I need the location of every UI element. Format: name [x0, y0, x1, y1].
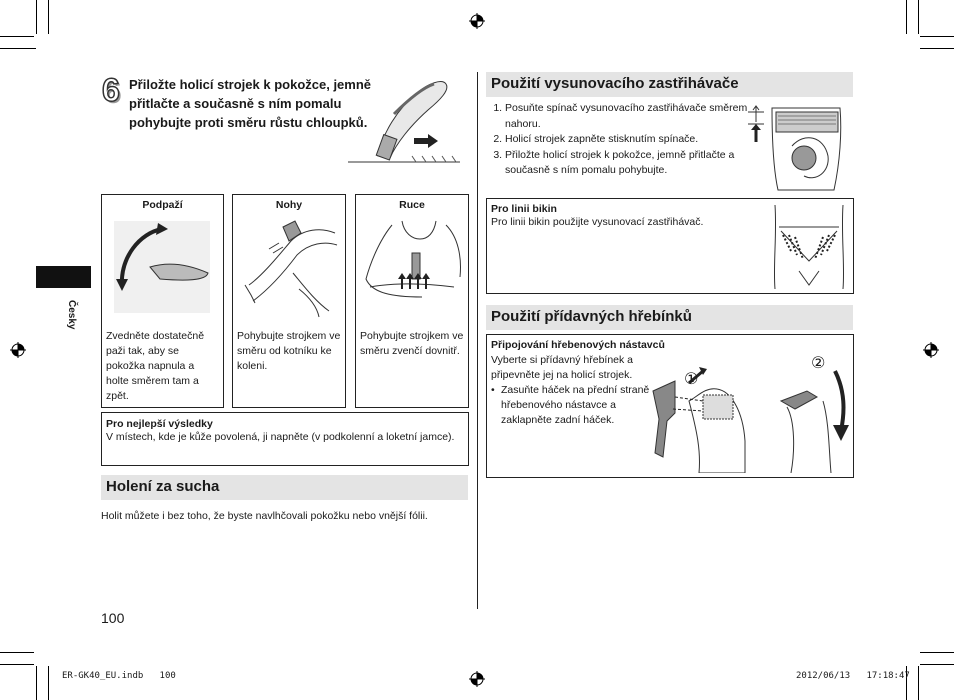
page-number: 100	[101, 610, 125, 626]
bikini-text: Pro linii bikin použijte vysunovací zastřihávač.	[491, 216, 704, 228]
crop-mark	[920, 664, 954, 665]
crop-mark	[36, 0, 37, 34]
registration-mark-icon	[469, 671, 485, 687]
callout-2: ②	[811, 355, 826, 372]
best-results-text: V místech, kde je kůže povolená, ji napněte (v podkolenní a loketní jamce).	[106, 431, 455, 443]
shaver-on-skin-illustration	[348, 74, 460, 166]
crop-mark	[920, 36, 954, 37]
trimmer-step: 2. Holicí strojek zapněte stisknutím spínače.	[505, 132, 759, 148]
crop-mark	[0, 36, 34, 37]
trimmer-steps	[487, 101, 759, 179]
column-divider	[477, 72, 478, 609]
trimmer-step: 1. Posuňte spínač vysunovacího zastřihávače směrem nahoru.	[505, 101, 759, 132]
dry-shaving-text: Holit můžete i bez toho, že byste navlhčovali pokožku nebo vnější fólii.	[101, 510, 428, 522]
combs-bullet-list	[491, 383, 651, 428]
arms-illustration	[362, 217, 464, 317]
step-6-text: Přiložte holicí strojek k pokožce, jemně přitlačte a současně s ním pomalu pohybujte proti směru růstu chloupků.	[129, 77, 372, 130]
combs-box	[486, 334, 854, 478]
combs-heading: Použití přídavných hřebínků	[486, 305, 853, 330]
footer-timestamp: 2012/06/13 17:18:47	[796, 671, 910, 681]
crop-mark	[0, 652, 34, 653]
bikini-illustration	[769, 205, 849, 289]
combs-bullet: • Zasuňte háček na přední straně hřebenového nástavce a zaklapněte zadní háček.	[491, 384, 650, 426]
legs-illustration	[239, 219, 341, 319]
registration-mark-icon	[469, 13, 485, 29]
crop-mark	[918, 0, 919, 34]
step-number: 6	[102, 72, 120, 108]
crop-mark	[918, 666, 919, 700]
crop-mark	[48, 0, 49, 34]
crop-mark	[0, 48, 36, 49]
callout-1: ①	[684, 371, 699, 388]
column-title: Nohy	[275, 199, 303, 211]
trimmer-illustration	[744, 102, 846, 192]
legs-column	[232, 194, 346, 408]
bikini-title: Pro linii bikin	[491, 203, 557, 215]
crop-mark	[48, 666, 49, 700]
bikini-box	[486, 198, 854, 294]
column-title: Ruce	[399, 199, 425, 211]
armpit-column	[101, 194, 224, 408]
crop-mark	[920, 48, 954, 49]
language-tab-label: Česky	[66, 300, 77, 330]
registration-mark-icon	[923, 342, 939, 358]
registration-mark-icon	[10, 342, 26, 358]
armpit-illustration	[110, 217, 216, 317]
crop-mark	[920, 652, 954, 653]
language-tab	[36, 266, 91, 288]
combs-box-title: Připojování hřebenových nástavců	[491, 339, 665, 351]
column-text: Pohybujte strojkem ve směru od kotníku ke koleni.	[237, 330, 341, 372]
trimmer-heading: Použití vysunovacího zastřihávače	[486, 72, 853, 97]
dry-shaving-heading: Holení za sucha	[101, 475, 468, 500]
combs-text: Vyberte si přídavný hřebínek a připevněte jej na holicí strojek.	[491, 354, 634, 381]
column-text: Pohybujte strojkem ve směru zvenčí dovnitř.	[360, 330, 464, 357]
arms-column	[355, 194, 469, 408]
column-title: Podpaží	[142, 199, 183, 211]
footer-file-info: ER-GK40_EU.indb 100	[62, 671, 176, 681]
crop-mark	[0, 664, 34, 665]
comb-attachment-illustration	[645, 361, 851, 473]
trimmer-step: 3. Přiložte holicí strojek k pokožce, jemně přitlačte a současně s ním pomalu pohybujte.	[505, 148, 759, 179]
best-results-box	[101, 412, 469, 466]
crop-mark	[906, 0, 907, 34]
best-results-title: Pro nejlepší výsledky	[106, 418, 213, 430]
column-text: Zvedněte dostatečně paži tak, aby se pokožka napnula a holte směrem tam a zpět.	[106, 330, 205, 402]
crop-mark	[36, 666, 37, 700]
